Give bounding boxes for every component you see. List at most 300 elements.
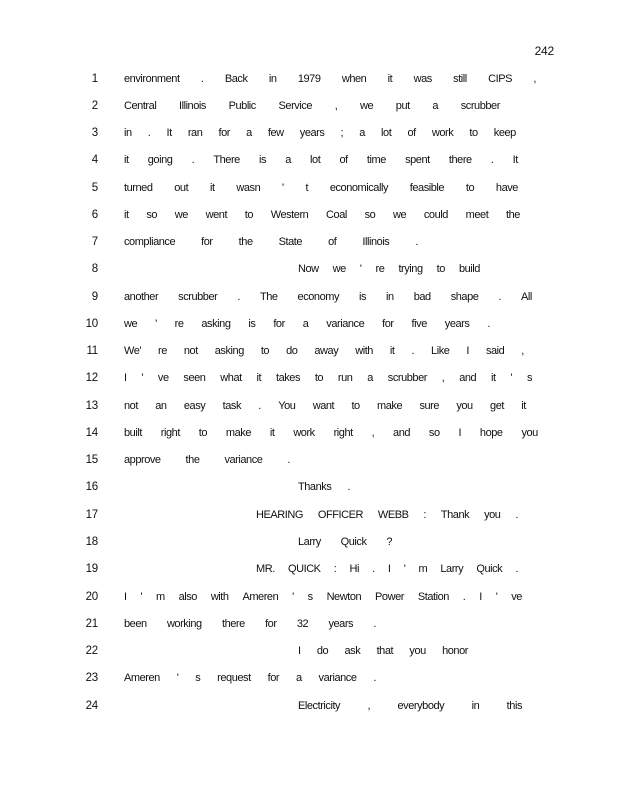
- word: in: [268, 73, 277, 85]
- word: Now: [298, 263, 319, 275]
- word: ran: [187, 127, 203, 139]
- word: Public: [228, 100, 256, 112]
- word: You: [278, 400, 296, 412]
- transcript-line: [0, 698, 618, 714]
- word: have: [495, 182, 518, 194]
- word: going: [147, 154, 173, 166]
- word: five: [411, 318, 427, 330]
- word: in: [124, 127, 132, 139]
- word: WEBB: [377, 509, 409, 521]
- word: years: [444, 318, 470, 330]
- word: to: [244, 209, 254, 221]
- word: State: [278, 236, 303, 248]
- word: I: [466, 345, 469, 357]
- word: I: [458, 427, 462, 439]
- word: s: [307, 591, 313, 603]
- word: variance: [326, 318, 365, 330]
- word: the: [185, 454, 200, 466]
- word: a: [359, 127, 365, 139]
- line-number: 7: [91, 236, 98, 248]
- word: s: [526, 372, 532, 384]
- word: bad: [413, 291, 431, 303]
- word: work: [293, 427, 315, 439]
- word: to: [260, 345, 270, 357]
- word: to: [314, 372, 324, 384]
- transcript-line: [0, 180, 618, 196]
- word: you: [521, 427, 538, 439]
- word: so: [146, 209, 158, 221]
- word: work: [431, 127, 454, 139]
- word: when: [341, 73, 367, 85]
- word: for: [273, 318, 285, 330]
- word: ,: [334, 100, 338, 112]
- transcript-line: [0, 534, 618, 550]
- word: easy: [183, 400, 206, 412]
- word: .: [237, 291, 240, 303]
- word: get: [490, 400, 504, 412]
- transcript-line: [0, 152, 618, 168]
- word: MR.: [256, 563, 275, 575]
- transcript-line: [0, 452, 618, 468]
- line-number: 16: [85, 481, 98, 493]
- word: takes: [275, 372, 301, 384]
- word: ': [155, 318, 157, 330]
- line-number: 19: [85, 563, 98, 575]
- word: ': [292, 591, 294, 603]
- word: Coal: [326, 209, 347, 221]
- word: ?: [386, 536, 392, 548]
- word: .: [373, 672, 376, 684]
- line-text: [256, 561, 518, 577]
- word: in: [471, 700, 480, 712]
- word: ,: [441, 372, 445, 384]
- word: Service: [278, 100, 313, 112]
- line-text: [124, 125, 516, 141]
- word: is: [259, 154, 267, 166]
- word: do: [316, 645, 329, 657]
- word: .: [490, 154, 494, 166]
- transcript-line: [0, 507, 618, 523]
- word: with: [355, 345, 373, 357]
- transcript-line: [0, 234, 618, 250]
- word: a: [302, 318, 309, 330]
- word: re: [158, 345, 167, 357]
- word: we: [393, 209, 407, 221]
- line-number: 24: [85, 700, 98, 712]
- word: Back: [224, 73, 248, 85]
- word: we: [332, 263, 346, 275]
- word: Hi: [349, 563, 359, 575]
- word: it: [256, 372, 262, 384]
- transcript-line: [0, 207, 618, 223]
- word: It: [166, 127, 172, 139]
- transcript-line: [0, 98, 618, 114]
- word: m: [418, 563, 428, 575]
- line-number: 10: [85, 318, 98, 330]
- word: could: [423, 209, 448, 221]
- word: out: [174, 182, 189, 194]
- transcript-line: [0, 398, 618, 414]
- word: for: [382, 318, 394, 330]
- word: ': [141, 372, 144, 384]
- page-number: 242: [534, 44, 554, 58]
- word: we: [124, 318, 138, 330]
- word: .: [347, 481, 350, 493]
- word: that: [376, 645, 394, 657]
- word: to: [351, 400, 360, 412]
- word: asking: [201, 318, 231, 330]
- word: .: [373, 618, 376, 630]
- line-number: 4: [91, 154, 98, 166]
- word: for: [265, 618, 277, 630]
- word: OFFICER: [317, 509, 363, 521]
- word: ': [359, 263, 362, 275]
- word: spent: [405, 154, 430, 166]
- word: .: [411, 345, 415, 357]
- line-number: 13: [85, 400, 98, 412]
- word: HEARING: [256, 509, 303, 521]
- word: it: [389, 345, 395, 357]
- word: scrubber: [387, 372, 427, 384]
- word: Illinois: [178, 100, 206, 112]
- word: it: [387, 73, 393, 85]
- line-text: [124, 398, 526, 414]
- word: want: [312, 400, 335, 412]
- word: a: [295, 672, 302, 684]
- line-number: 5: [91, 182, 98, 194]
- transcript-line: [0, 125, 618, 141]
- word: do: [286, 345, 298, 357]
- word: this: [506, 700, 522, 712]
- line-text: [124, 234, 418, 250]
- line-text: [124, 425, 538, 441]
- word: you: [484, 509, 501, 521]
- word: you: [456, 400, 473, 412]
- word: There: [213, 154, 240, 166]
- word: ': [140, 591, 143, 603]
- word: variance: [224, 454, 263, 466]
- word: Quick: [340, 536, 367, 548]
- word: sure: [419, 400, 440, 412]
- line-text: [124, 152, 518, 168]
- word: :: [333, 563, 337, 575]
- line-text: [124, 316, 490, 332]
- line-text: [124, 207, 520, 223]
- word: to: [469, 127, 478, 139]
- word: working: [166, 618, 202, 630]
- word: QUICK: [287, 563, 321, 575]
- word: I: [124, 591, 127, 603]
- word: scrubber: [178, 291, 218, 303]
- word: .: [258, 400, 261, 412]
- word: .: [372, 563, 375, 575]
- line-text: [298, 261, 480, 277]
- word: economy: [297, 291, 340, 303]
- word: honor: [442, 645, 468, 657]
- word: s: [195, 672, 201, 684]
- line-number: 20: [85, 591, 98, 603]
- transcript-line: [0, 589, 618, 605]
- word: I: [298, 645, 301, 657]
- line-number: 6: [91, 209, 98, 221]
- word: Ameren: [124, 672, 160, 684]
- word: lot: [310, 154, 321, 166]
- line-number: 1: [91, 73, 98, 85]
- word: .: [462, 591, 466, 603]
- word: right: [333, 427, 353, 439]
- line-text: [124, 616, 376, 632]
- line-number: 14: [85, 427, 98, 439]
- word: .: [415, 236, 418, 248]
- word: It: [512, 154, 518, 166]
- word: it: [521, 400, 526, 412]
- word: ': [282, 182, 284, 194]
- line-text: [298, 534, 392, 550]
- word: variance: [318, 672, 357, 684]
- transcript-line: [0, 425, 618, 441]
- line-number: 9: [91, 291, 98, 303]
- word: seen: [183, 372, 206, 384]
- line-text: [124, 670, 376, 686]
- word: economically: [329, 182, 388, 194]
- word: task: [222, 400, 241, 412]
- line-text: [298, 698, 522, 714]
- word: for: [267, 672, 280, 684]
- word: .: [200, 73, 204, 85]
- word: ;: [340, 127, 344, 139]
- word: re: [174, 318, 184, 330]
- word: ,: [367, 700, 371, 712]
- word: we: [359, 100, 374, 112]
- word: All: [521, 291, 532, 303]
- word: years: [299, 127, 325, 139]
- word: approve: [124, 454, 161, 466]
- word: we: [174, 209, 188, 221]
- word: the: [506, 209, 520, 221]
- line-number: 3: [91, 127, 98, 139]
- line-text: [124, 289, 532, 305]
- word: been: [124, 618, 147, 630]
- line-text: [256, 507, 518, 523]
- word: of: [328, 236, 337, 248]
- word: Ameren: [242, 591, 279, 603]
- word: so: [364, 209, 376, 221]
- line-text: [124, 370, 532, 386]
- word: feasible: [409, 182, 445, 194]
- word: went: [205, 209, 228, 221]
- word: .: [498, 291, 502, 303]
- word: environment: [124, 73, 180, 85]
- word: is: [359, 291, 367, 303]
- word: :: [423, 509, 426, 521]
- word: t: [305, 182, 309, 194]
- line-text: [298, 479, 350, 495]
- word: for: [218, 127, 230, 139]
- word: there: [221, 618, 245, 630]
- word: .: [515, 563, 518, 575]
- word: We': [124, 345, 142, 357]
- word: ': [510, 372, 513, 384]
- word: a: [432, 100, 439, 112]
- transcript-line: [0, 343, 618, 359]
- transcript-line: [0, 561, 618, 577]
- transcript-line: [0, 643, 618, 659]
- line-text: [124, 343, 524, 359]
- word: of: [339, 154, 348, 166]
- line-number: 21: [85, 618, 98, 630]
- transcript-line: [0, 670, 618, 686]
- line-text: [124, 452, 290, 468]
- word: trying: [398, 263, 423, 275]
- word: there: [448, 154, 472, 166]
- word: time: [366, 154, 386, 166]
- word: what: [220, 372, 242, 384]
- word: asking: [214, 345, 244, 357]
- word: to: [198, 427, 208, 439]
- word: re: [375, 263, 385, 275]
- word: build: [458, 263, 480, 275]
- word: built: [124, 427, 142, 439]
- word: Illinois: [362, 236, 390, 248]
- word: .: [515, 509, 518, 521]
- word: Like: [431, 345, 450, 357]
- word: a: [246, 127, 252, 139]
- word: lot: [381, 127, 392, 139]
- word: for: [201, 236, 213, 248]
- word: ': [495, 591, 498, 603]
- word: few: [267, 127, 284, 139]
- word: compliance: [124, 236, 176, 248]
- line-number: 23: [85, 672, 98, 684]
- word: I: [387, 563, 391, 575]
- word: ': [176, 672, 179, 684]
- word: still: [453, 73, 467, 85]
- word: to: [436, 263, 445, 275]
- word: Power: [375, 591, 404, 603]
- word: Electricity: [298, 700, 341, 712]
- line-text: [124, 180, 518, 196]
- line-text: [298, 643, 468, 659]
- word: Newton: [326, 591, 362, 603]
- word: an: [155, 400, 167, 412]
- word: so: [428, 427, 440, 439]
- word: not: [183, 345, 198, 357]
- line-number: 11: [86, 345, 98, 357]
- word: you: [409, 645, 426, 657]
- word: m: [155, 591, 165, 603]
- word: Thank: [440, 509, 470, 521]
- transcript-line: [0, 289, 618, 305]
- word: hope: [479, 427, 503, 439]
- word: is: [248, 318, 256, 330]
- word: meet: [465, 209, 489, 221]
- line-text: [124, 71, 536, 87]
- word: to: [465, 182, 475, 194]
- word: away: [314, 345, 339, 357]
- word: 1979: [297, 73, 321, 85]
- word: The: [259, 291, 278, 303]
- line-text: [124, 98, 500, 114]
- word: of: [407, 127, 416, 139]
- word: ask: [344, 645, 361, 657]
- transcript-line: [0, 316, 618, 332]
- transcript-line: [0, 616, 618, 632]
- word: was: [413, 73, 432, 85]
- word: 32: [296, 618, 309, 630]
- word: turned: [124, 182, 153, 194]
- word: make: [225, 427, 252, 439]
- transcript-line: [0, 71, 618, 87]
- word: Central: [124, 100, 157, 112]
- word: .: [487, 318, 490, 330]
- word: Quick: [476, 563, 503, 575]
- word: scrubber: [460, 100, 500, 112]
- line-text: [124, 589, 522, 605]
- word: also: [178, 591, 197, 603]
- word: .: [191, 154, 195, 166]
- word: keep: [493, 127, 516, 139]
- word: I: [479, 591, 482, 603]
- word: shape: [450, 291, 479, 303]
- word: with: [210, 591, 229, 603]
- transcript-line: [0, 370, 618, 386]
- word: Larry: [298, 536, 321, 548]
- word: Thanks: [298, 481, 332, 493]
- word: in: [386, 291, 394, 303]
- line-number: 12: [85, 372, 98, 384]
- word: .: [147, 127, 151, 139]
- word: put: [395, 100, 410, 112]
- word: it: [269, 427, 275, 439]
- word: it: [209, 182, 215, 194]
- transcript-line: [0, 261, 618, 277]
- word: it: [124, 154, 129, 166]
- word: the: [238, 236, 253, 248]
- word: a: [285, 154, 291, 166]
- word: .: [287, 454, 290, 466]
- word: ': [403, 563, 406, 575]
- word: said: [485, 345, 505, 357]
- line-number: 2: [91, 100, 98, 112]
- word: years: [328, 618, 354, 630]
- line-number: 22: [85, 645, 98, 657]
- line-number: 17: [85, 509, 98, 521]
- word: ve: [511, 591, 522, 603]
- word: it: [124, 209, 129, 221]
- word: run: [337, 372, 353, 384]
- word: right: [160, 427, 180, 439]
- line-number: 15: [85, 454, 98, 466]
- word: Station: [417, 591, 449, 603]
- word: ,: [533, 73, 536, 85]
- word: not: [124, 400, 138, 412]
- line-number: 18: [85, 536, 98, 548]
- word: ,: [521, 345, 524, 357]
- word: it: [491, 372, 496, 384]
- line-number: 8: [91, 263, 98, 275]
- word: CIPS: [488, 73, 512, 85]
- word: Larry: [440, 563, 464, 575]
- word: ,: [371, 427, 375, 439]
- word: another: [124, 291, 159, 303]
- word: and: [393, 427, 411, 439]
- transcript-line: [0, 479, 618, 495]
- word: make: [377, 400, 403, 412]
- word: ve: [157, 372, 169, 384]
- word: a: [367, 372, 373, 384]
- word: request: [217, 672, 251, 684]
- word: and: [459, 372, 477, 384]
